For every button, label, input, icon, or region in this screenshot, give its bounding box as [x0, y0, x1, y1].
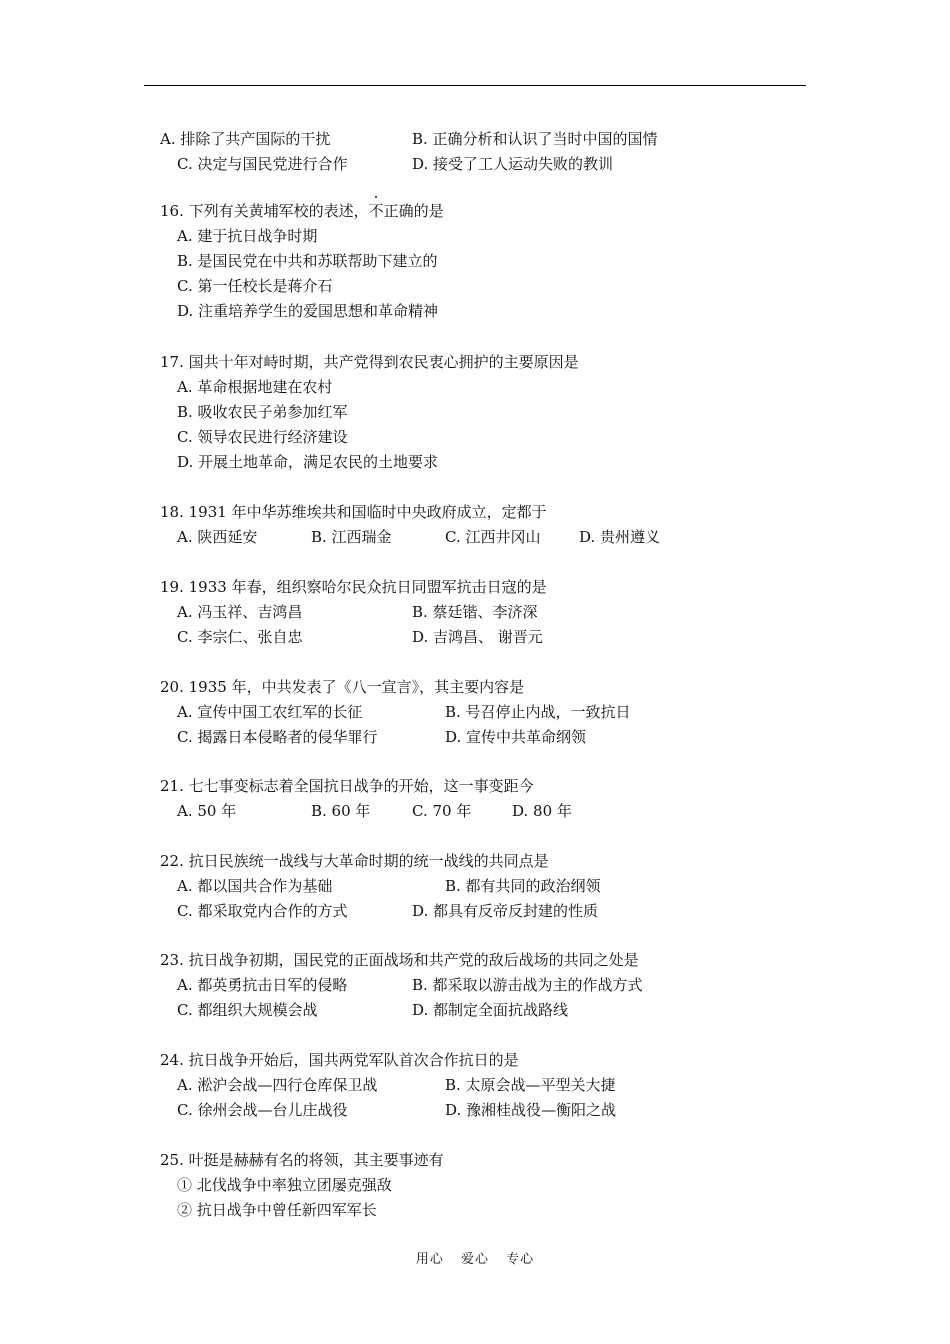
option-a: A. 淞沪会战—四行仓库保卫战: [177, 1076, 378, 1094]
option-d: D. 贵州遵义: [579, 528, 661, 546]
footer-word-1: 用心: [415, 1252, 444, 1267]
option-row: [160, 700, 800, 725]
option-d: D. 开展土地革命，满足农民的土地要求: [177, 453, 439, 471]
statement-2: ② 抗日战争中曾任新四军军长: [177, 1201, 377, 1219]
question-stem: 24. 抗日战争开始后，国共两党军队首次合作抗日的是: [160, 1051, 519, 1069]
option-b: B. 都有共同的政治纲领: [445, 877, 601, 895]
option-row: [160, 725, 800, 750]
option-row: [160, 600, 800, 625]
stem-text: 16. 下列有关黄埔军校的表述，: [160, 202, 369, 220]
option-b: B. 江西瑞金: [311, 528, 392, 546]
option-a: A. 排除了共产国际的干扰: [160, 130, 331, 148]
option-d: D. 吉鸿昌、 谢晋元: [412, 628, 543, 646]
option-row: [160, 525, 800, 550]
question-23: [160, 948, 800, 1023]
option-row: [160, 1073, 800, 1098]
option-row: [160, 899, 800, 924]
footer-word-2: 爱心: [460, 1252, 489, 1267]
option-row: [160, 799, 800, 824]
stem-text-end: 正确的是: [383, 202, 444, 220]
question-stem: 25. 叶挺是赫赫有名的将领，其主要事迹有: [160, 1151, 444, 1169]
option-a: A. 革命根据地建在农村: [177, 378, 333, 396]
option-a: A. 冯玉祥、吉鸿昌: [177, 603, 303, 621]
option-row: [160, 998, 800, 1023]
option-c: C. 决定与国民党进行合作: [177, 155, 348, 173]
question-stem: 21. 七七事变标志着全国抗日战争的开始，这一事变距今: [160, 777, 534, 795]
option-c: C. 江西井冈山: [445, 528, 541, 546]
statement-1: ① 北伐战争中率独立团屡克强敌: [177, 1176, 392, 1194]
question-20: [160, 675, 800, 750]
question-stem: 17. 国共十年对峙时期，共产党得到农民衷心拥护的主要原因是: [160, 353, 579, 371]
option-a: A. 建于抗日战争时期: [177, 227, 318, 245]
option-b: B. 是国民党在中共和苏联帮助下建立的: [177, 252, 438, 270]
header-rule: [144, 85, 806, 86]
option-row: [160, 127, 800, 152]
question-25: [160, 1148, 800, 1223]
question-stem: 22. 抗日民族统一战线与大革命时期的统一战线的共同点是: [160, 852, 549, 870]
question-24: [160, 1048, 800, 1123]
option-d: D. 豫湘桂战役—衡阳之战: [445, 1101, 617, 1119]
option-a: A. 陕西延安: [177, 528, 258, 546]
option-d: D. 接受了工人运动失败的教训: [412, 155, 614, 173]
option-row: [160, 874, 800, 899]
option-row: [160, 973, 800, 998]
option-b: B. 都采取以游击战为主的作战方式: [412, 976, 643, 994]
option-c: C. 李宗仁、张自忠: [177, 628, 303, 646]
option-c: C. 70 年: [412, 802, 472, 820]
footer-word-3: 专心: [506, 1252, 535, 1267]
question-stem: [160, 199, 800, 224]
question-15-options: [160, 127, 800, 177]
option-b: B. 吸收农民子弟参加红军: [177, 403, 348, 421]
question-21: [160, 774, 800, 824]
option-row: [160, 625, 800, 650]
emphasis-mark: 不: [369, 199, 384, 224]
page-footer: [0, 1248, 950, 1267]
question-stem: 18. 1931 年中华苏维埃共和国临时中央政府成立，定都于: [160, 503, 547, 521]
option-a: A. 都英勇抗击日军的侵略: [177, 976, 348, 994]
option-b: B. 太原会战—平型关大捷: [445, 1076, 616, 1094]
question-17: [160, 350, 800, 475]
question-19: [160, 575, 800, 650]
option-c: C. 第一任校长是蒋介石: [177, 277, 333, 295]
option-d: D. 宣传中共革命纲领: [445, 728, 587, 746]
option-row: [160, 1098, 800, 1123]
option-c: C. 徐州会战—台儿庄战役: [177, 1101, 348, 1119]
option-b: B. 蔡廷锴、李济深: [412, 603, 538, 621]
question-stem: 20. 1935 年，中共发表了《八一宣言》，其主要内容是: [160, 678, 525, 696]
option-b: B. 号召停止内战，一致抗日: [445, 703, 631, 721]
question-stem: 23. 抗日战争初期，国民党的正面战场和共产党的敌后战场的共同之处是: [160, 951, 639, 969]
question-22: [160, 849, 800, 924]
option-c: C. 揭露日本侵略者的侵华罪行: [177, 728, 378, 746]
option-row: [160, 152, 800, 177]
option-c: C. 都采取党内合作的方式: [177, 902, 348, 920]
option-a: A. 宣传中国工农红军的长征: [177, 703, 363, 721]
question-stem: 19. 1933 年春，组织察哈尔民众抗日同盟军抗击日寇的是: [160, 578, 547, 596]
option-a: A. 都以国共合作为基础: [177, 877, 333, 895]
option-c: C. 都组织大规模会战: [177, 1001, 318, 1019]
option-b: B. 60 年: [311, 802, 371, 820]
option-a: A. 50 年: [177, 802, 237, 820]
option-d: D. 都具有反帝反封建的性质: [412, 902, 599, 920]
question-18: [160, 500, 800, 550]
option-d: D. 注重培养学生的爱国思想和革命精神: [177, 302, 439, 320]
question-16: [160, 199, 800, 324]
option-c: C. 领导农民进行经济建设: [177, 428, 348, 446]
option-b: B. 正确分析和认识了当时中国的国情: [412, 130, 658, 148]
option-d: D. 都制定全面抗战路线: [412, 1001, 569, 1019]
option-d: D. 80 年: [512, 802, 572, 820]
